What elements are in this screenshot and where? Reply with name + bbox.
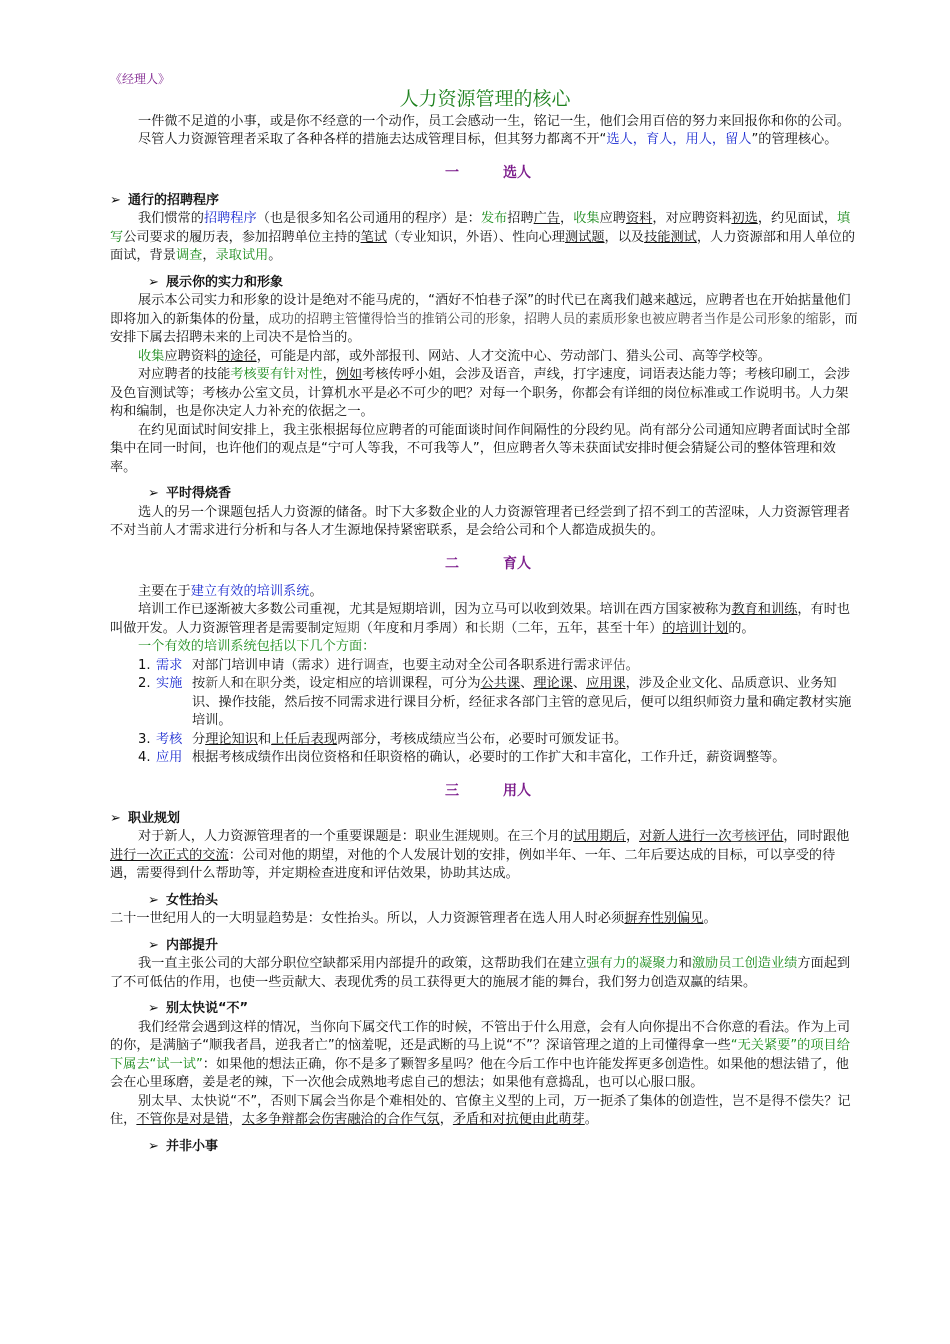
- training-system-list: [110, 657, 860, 768]
- page-title: 人力资源管理的核心: [399, 87, 571, 110]
- train-paragraph-2: 培训工作已逐渐被大多数公司重视，尤其是短期培训，因为立马可以收到效果。培训在西方国家被称为教育和训练，有时也叫做开发。人力资源管理者是需要制定短期（年度和月季周）和长期（二年，五年，甚至十年）的培训计划的。: [110, 602, 851, 636]
- subheading-dont-say-no: ➢ 别太快说“不”: [110, 1000, 860, 1019]
- show-strength-paragraph-1: 展示本公司实力和形象的设计是绝对不能马虎的，“酒好不怕巷子深”的时代已在离我们越来越远，应聘者也在开始掂量他们即将加入的新集体的份量，成功的招聘主管懂得恰当的推销公司的形象，招聘人员的素质形象也被应聘者当作是公司形象的缩影，而安排下属去招聘未来的上司决不是恰当的。: [110, 293, 858, 345]
- dont-say-no-paragraph-1: 我们经常会遇到这样的情况，当你向下属交代工作的时候，不管出于什么用意，会有人向你提出不合你意的看法。作为上司的你，是满脑子“顺我者昌，逆我者亡”的恼羞呢，还是武断的马上说“不”？深谙管理之道的上司懂得拿一些“无关紧要”的项目给下属去“试一试”：如果他的想法正确，你不是多了颗智多星吗？他在今后工作中也许能发挥更多创造性。如果他的想法错了，他会在心里琢磨，姜是老的辣，下一次他会成熟地考虑自己的想法；如果他有意捣乱，也可以心服口服。: [110, 1019, 851, 1090]
- section-heading-select: 一 选人: [445, 164, 531, 181]
- document-page: [110, 70, 860, 1156]
- show-strength-paragraph-3: 对应聘者的技能考核要有针对性，例如考核传呼小姐，会涉及语音，声线，打字速度，词语表达能力等；考核印刷工，会涉及色盲测试等；考核办公室文员，计算机水平是必不可少的吧？对每一个职务，你都会有详细的岗位标准或工作说明书。人力架构和编制，也是你决定人力补充的依据之一。: [110, 367, 851, 419]
- source-label: 《经理人》: [110, 72, 171, 86]
- subheading-career-plan: ➢ 职业规划: [110, 810, 860, 829]
- train-paragraph-1: 主要在于建立有效的培训系统。: [138, 583, 323, 599]
- intro-paragraph-2: 尽管人力资源管理者采取了各种各样的措施去达成管理目标，但其努力都离不开“选人，育人，用人，留人”的管理核心。: [138, 132, 838, 147]
- women-rise-paragraph: 二十一世纪用人的一大明显趋势是：女性抬头。所以，人力资源管理者在选人用人时必须摒弃性别偏见。: [110, 911, 717, 926]
- subheading-show-strength: ➢ 展示你的实力和形象: [110, 274, 860, 293]
- subheading-internal-promotion: ➢ 内部提升: [110, 937, 860, 956]
- section-heading-train: 二 育人: [445, 555, 531, 572]
- recruit-process-paragraph: 我们惯常的招聘程序（也是很多知名公司通用的程序）是：发布招聘广告，收集应聘资料，对应聘资料初选，约见面试，填写公司要求的履历表，参加招聘单位主持的笔试（专业知识，外语）、性向心理测试题，以及技能测试，人力资源部和用人单位的面试，背景调查，录取试用。: [110, 211, 856, 263]
- subheading-women-rise: ➢ 女性抬头: [110, 892, 860, 911]
- arrow-bullet-icon: ➢: [110, 810, 121, 826]
- list-item: 3. 考核 分理论知识和上任后表现两部分，考核成绩应当公布，必要时可颁发证书。: [138, 731, 628, 747]
- reserve-paragraph: 选人的另一个课题包括人力资源的储备。时下大多数企业的人力资源管理者已经尝到了招不到工的苦涩味，人力资源管理者不对当前人才需求进行分析和与各人才生源地保持紧密联系，是会给公司和个人都造成损失的。: [110, 504, 851, 538]
- arrow-bullet-icon: ➢: [148, 1001, 159, 1016]
- intro-paragraph-1: 一件微不足道的小事，或是你不经意的一个动作，员工会感动一生，铭记一生，他们会用百倍的努力来回报你和你的公司。: [138, 113, 851, 129]
- subheading-recruit-process: ➢ 通行的招聘程序: [110, 192, 860, 211]
- arrow-bullet-icon: ➢: [148, 892, 159, 908]
- core-highlight: 选人，育人，用人，留人: [606, 132, 752, 147]
- show-strength-paragraph-2: 收集应聘资料的途径，可能是内部，或外部报刊、网站、人才交流中心、劳动部门、猎头公司、高等学校等。: [138, 348, 771, 364]
- arrow-bullet-icon: ➢: [148, 274, 159, 290]
- subheading-reserve: ➢ 平时得烧香: [110, 485, 860, 504]
- show-strength-paragraph-4: 在约见面试时间安排上，我主张根据每位应聘者的可能面谈时间作间隔性的分段约见。尚有部分公司通知应聘者面试时全部集中在同一时间，也许他们的观点是“宁可人等我，不可我等人”，但应聘者久等未获面试安排时便会猜疑公司的整体管理和效率。: [110, 422, 851, 475]
- section-heading-use: 三 用人: [445, 782, 531, 799]
- train-paragraph-3: 一个有效的培训系统包括以下几个方面：: [138, 639, 376, 654]
- list-item: 2. 实施 按新人和在职分类，设定相应的培训课程，可分为公共课、理论课、应用课，涉及企业文化、品质意识、业务知识、操作技能，然后按不同需求进行课目分析，经征求各部门主管的意见后，便可以组织师资力量和确定教材实施培训。: [138, 676, 852, 728]
- arrow-bullet-icon: ➢: [148, 937, 159, 953]
- dont-say-no-paragraph-2: 别太早、太快说“不”，否则下属会当你是个难相处的、官僚主义型的上司，万一扼杀了集体的创造性，岂不是得不偿失？记住，不管你是对是错，太多争辩都会伤害融洽的合作气氛，矛盾和对抗便由此萌芽。: [110, 1093, 851, 1127]
- arrow-bullet-icon: ➢: [110, 192, 121, 208]
- internal-promotion-paragraph: 我一直主张公司的大部分职位空缺都采用内部提升的政策，这帮助我们在建立强有力的凝聚力和激励员工创造业绩方面起到了不可低估的作用，也使一些贡献大、表现优秀的员工获得更大的施展才能的舞台，我们努力创造双赢的结果。: [110, 956, 851, 990]
- list-item: 1. 需求 对部门培训申请（需求）进行调查，也要主动对全公司各职系进行需求评估。: [138, 657, 639, 673]
- subheading-not-small-matter: ➢ 并非小事: [110, 1138, 860, 1157]
- arrow-bullet-icon: ➢: [148, 486, 159, 501]
- career-plan-paragraph: 对于新人，人力资源管理者的一个重要课题是：职业生涯规则。在三个月的试用期后，对新人进行一次考核评估，同时跟他进行一次正式的交流：公司对他的期望，对他的个人发展计划的安排，例如半年、一年、二年后要达成的目标，可以享受的待遇，需要得到什么帮助等，并定期检查进度和评估效果，协助其达成。: [110, 829, 850, 881]
- list-item: 4. 应用 根据考核成绩作出岗位资格和任职资格的确认，必要时的工作扩大和丰富化，工作升迁，薪资调整等。: [138, 750, 786, 765]
- arrow-bullet-icon: ➢: [148, 1138, 159, 1154]
